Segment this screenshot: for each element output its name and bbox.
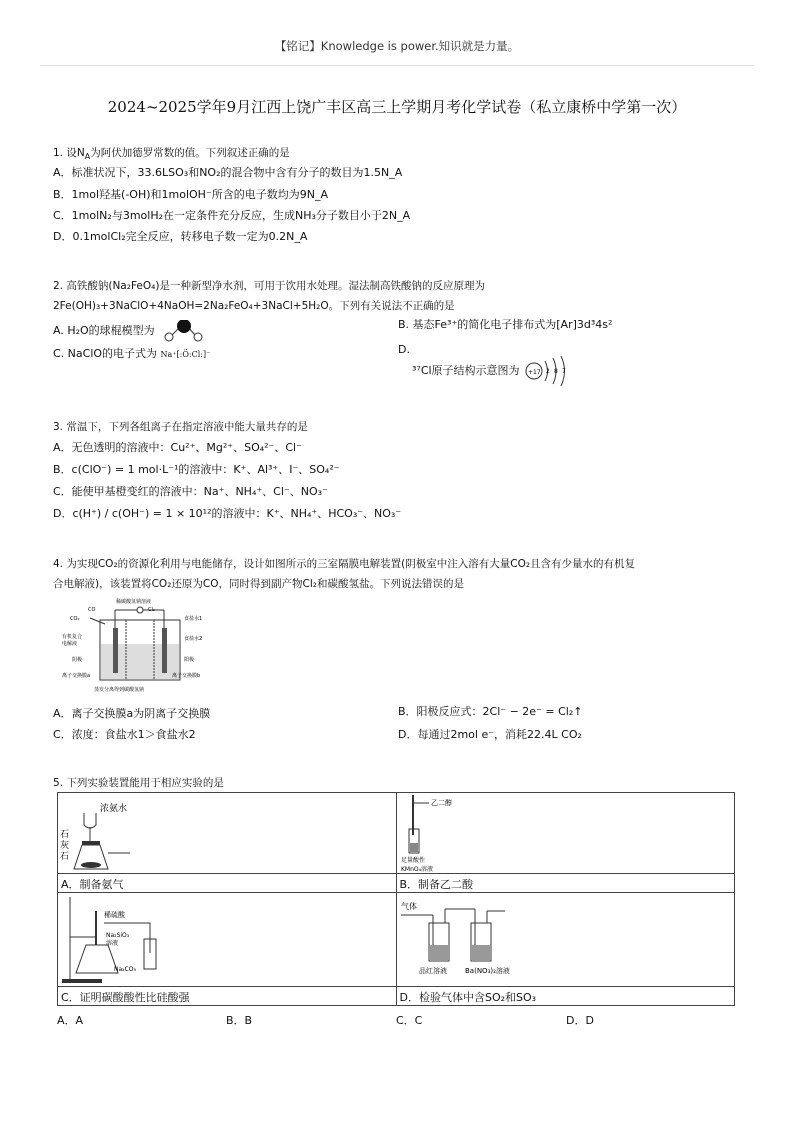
label-na2sio3: Na₂SiO₃	[106, 932, 130, 939]
label-cathode: 阴极	[72, 657, 83, 663]
label-top-solution: 稀碳酸氢钠溶液	[116, 599, 152, 605]
caption-c[interactable]: C．证明碳酸酸性比硅酸强	[61, 991, 190, 1004]
label-glycol: 乙二醇	[430, 799, 452, 807]
cell-a-figure	[58, 793, 397, 874]
label-a4: 石	[60, 852, 70, 862]
q1-stem-text: 1. 设N	[53, 147, 85, 159]
q2-option-b[interactable]: B. 基态Fe³⁺的简化电子排布式为[Ar]3d³4s²	[398, 318, 613, 331]
q2-stem-line2: 2Fe(OH)₃+3NaClO+4NaOH=2Na₂FeO₄+3NaCl+5H₂O。下列有关说法不正确的是	[53, 300, 455, 312]
q4-stem-line2: 合电解液)，该装置将CO₂还原为CO，同时得到副产物Cl₂和碳酸氢盐。下列说法错误的是	[53, 578, 464, 590]
label-solution: 溶液	[106, 940, 119, 947]
svg-text:2: 2	[546, 368, 550, 375]
cell-c-figure	[58, 893, 397, 987]
label-a3: 灰	[60, 841, 70, 851]
q5-answer-c[interactable]: C．C	[396, 1014, 423, 1027]
q3-stem: 3. 常温下，下列各组离子在指定溶液中能大量共存的是	[53, 421, 308, 433]
cl-atom-structure-diagram	[523, 355, 569, 387]
cell-d-figure	[396, 893, 735, 987]
label-anode: 阳极	[184, 657, 195, 663]
label-bottom: 蒸发分离得到碳酸氢钠	[94, 687, 145, 693]
q1-stem-rest: 为阿伏加德罗常数的值。下列叙述正确的是	[90, 147, 290, 159]
caption-a[interactable]: A．制备氨气	[61, 878, 124, 891]
water-ball-stick-model	[158, 320, 206, 342]
q2-option-a[interactable]	[53, 320, 206, 342]
cell-b-caption	[396, 874, 735, 893]
label-membrane-b: 离子交换膜b	[172, 673, 201, 679]
q3-option-d[interactable]: D．c(H⁺) / c(OH⁻) = 1 × 10¹²的溶液中：K⁺、NH₄⁺、HCO₃⁻、NO₃⁻	[53, 507, 402, 520]
label-magenta: 品红溶液	[418, 967, 447, 975]
q5-stem: 5. 下列实验装置能用于相应实验的是	[53, 777, 224, 789]
cell-b-figure	[396, 793, 735, 874]
label-kmno4: KMnO₄溶液	[400, 866, 433, 873]
gas-detection-apparatus-figure	[399, 893, 529, 985]
q3-option-b[interactable]: B．c(ClO⁻) = 1 mol·L⁻¹的溶液中：K⁺、Al³⁺、I⁻、SO₄²⁻	[53, 463, 340, 476]
label-co: CO	[88, 607, 96, 613]
svg-text:8: 8	[554, 368, 558, 375]
q1-option-c[interactable]: C．1molN₂与3molH₂在一定条件充分反应，生成NH₃分子数目小于2N_A	[53, 209, 411, 222]
q3-option-a[interactable]: A．无色透明的溶液中：Cu²⁺、Mg²⁺、SO₄²⁻、Cl⁻	[53, 441, 302, 454]
cell-d-caption	[396, 987, 735, 1006]
label-ammonia: 浓氨水	[100, 804, 128, 814]
acid-strength-apparatus-figure	[60, 893, 180, 985]
label-membrane-a: 离子交换膜a	[62, 673, 91, 679]
q2-option-d-prefix[interactable]: D.	[398, 343, 410, 356]
label-a2: 石	[60, 830, 70, 840]
naclo-electron-formula: Na⁺[:Ö:Cl:]⁻	[160, 350, 211, 359]
q1-stem-sub: A	[84, 152, 91, 162]
label-excess: 足量酸性	[400, 857, 425, 864]
electrolysis-cell-diagram	[60, 598, 210, 696]
q1-stem	[53, 145, 290, 161]
caption-b[interactable]: B．制备乙二酸	[399, 878, 474, 891]
q5-answer-b[interactable]: B．B	[226, 1014, 253, 1027]
label-gas: 气体	[400, 902, 417, 911]
label-cl2: Cl₂	[148, 607, 155, 613]
label-ba-nitrate: Ba(NO₃)₂溶液	[464, 967, 510, 975]
q2-option-d[interactable]	[412, 355, 569, 387]
header-divider	[40, 65, 754, 66]
cell-a-caption	[58, 874, 397, 893]
ammonia-apparatus-figure	[60, 795, 180, 875]
page-header: 【铭记】Knowledge is power.知识就是力量。	[274, 39, 520, 53]
cell-c-caption	[58, 987, 397, 1006]
glycol-oxidation-figure	[399, 793, 489, 873]
q1-option-a[interactable]: A．标准状况下，33.6LSO₃和NO₂的混合物中含有分子的数目为1.5N_A	[53, 166, 403, 179]
q1-option-b[interactable]: B．1mol羟基(-OH)和1molOH⁻所含的电子数均为9N_A	[53, 188, 329, 201]
q4-option-c[interactable]: C．浓度：食盐水1＞食盐水2	[53, 728, 196, 741]
svg-text:7: 7	[562, 368, 566, 375]
label-organic-1: 有机复合	[62, 634, 83, 640]
label-co2: CO₂	[70, 616, 80, 622]
label-dilute-h2so4: 稀硫酸	[104, 911, 125, 919]
caption-d[interactable]: D．检验气体中含SO₂和SO₃	[399, 991, 537, 1004]
q4-stem-line1: 4. 为实现CO₂的资源化利用与电能储存，设计如图所示的三室隔膜电解装置(阴极室中注入溶有大量CO₂且含有少量水的有机复	[53, 558, 636, 570]
page-title: 2024~2025学年9月江西上饶广丰区高三上学期月考化学试卷（私立康桥中学第一次）	[107, 98, 687, 116]
q2-option-c[interactable]	[53, 345, 210, 361]
q4-option-b[interactable]: B．阳极反应式：2Cl⁻ − 2e⁻ = Cl₂↑	[398, 705, 583, 718]
experiment-table	[57, 792, 735, 1006]
label-na2co3: Na₂CO₃	[114, 966, 136, 973]
label-brine2: 食盐水2	[184, 636, 203, 642]
label-organic-2: 电解液	[62, 641, 78, 647]
svg-text:+17: +17	[528, 369, 541, 376]
q1-option-d[interactable]: D．0.1molCl₂完全反应，转移电子数一定为0.2N_A	[53, 230, 308, 243]
q2-option-c-text: C. NaClO的电子式为	[53, 347, 158, 360]
q4-option-a[interactable]: A．离子交换膜a为阴离子交换膜	[53, 707, 211, 720]
q2-option-a-text: A. H₂O的球棍模型为	[53, 324, 155, 337]
q2-stem-line1: 2. 高铁酸钠(Na₂FeO₄)是一种新型净水剂，可用于饮用水处理。湿法制高铁酸钠的反应原理为	[53, 280, 485, 292]
q5-answer-d[interactable]: D．D	[566, 1014, 594, 1027]
q5-answer-a[interactable]: A．A	[57, 1014, 84, 1027]
q3-option-c[interactable]: C．能使甲基橙变红的溶液中：Na⁺、NH₄⁺、Cl⁻、NO₃⁻	[53, 485, 328, 498]
label-brine1: 食盐水1	[184, 616, 203, 622]
q2-option-d-text: ³⁷Cl原子结构示意图为	[412, 364, 520, 377]
q4-option-d[interactable]: D．每通过2mol e⁻，消耗22.4L CO₂	[398, 728, 582, 741]
